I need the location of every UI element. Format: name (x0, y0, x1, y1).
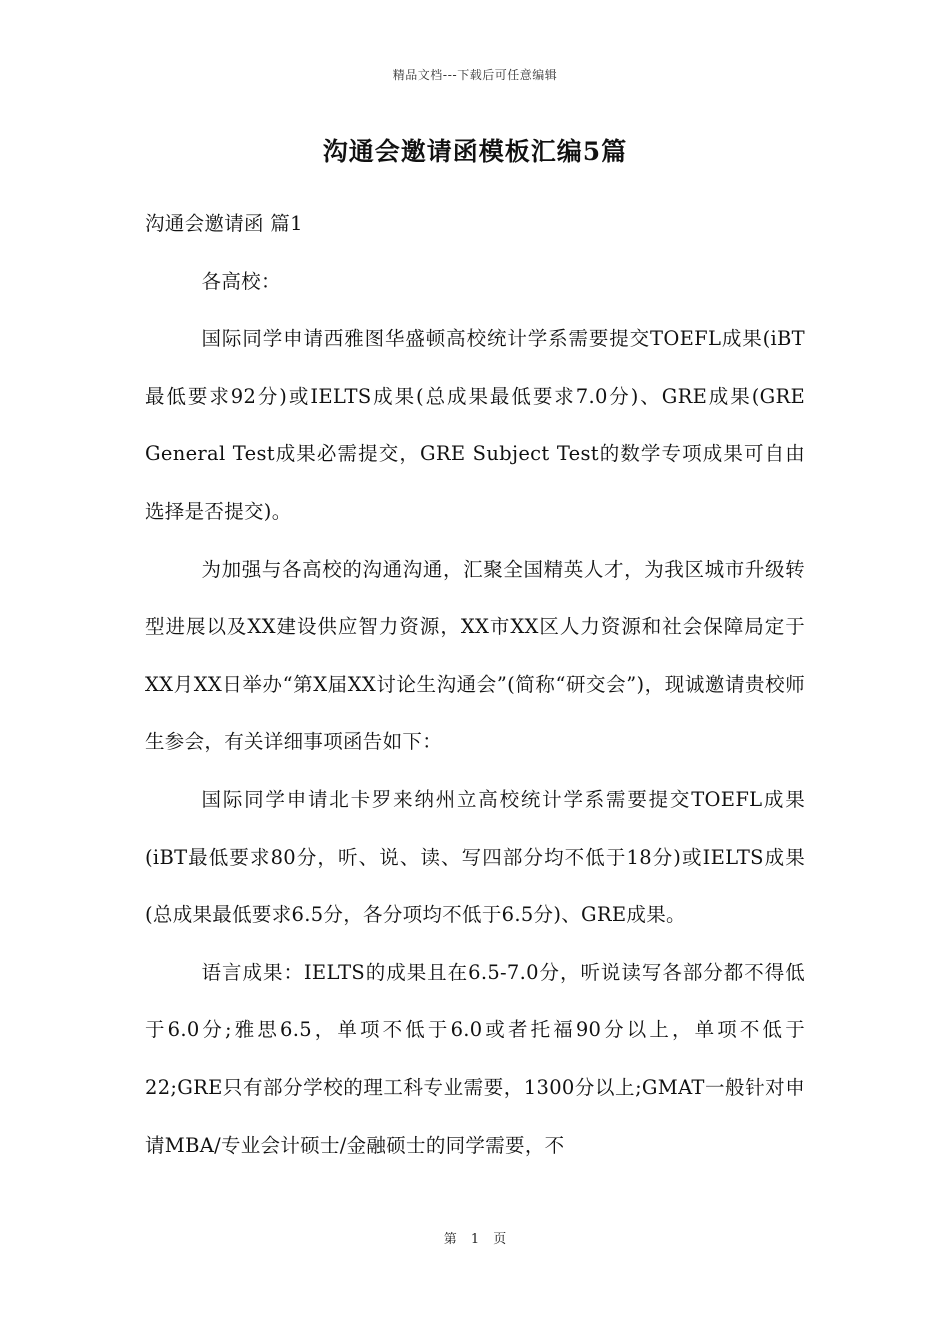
page-number-prefix: 第 (443, 1232, 457, 1247)
page-footer (0, 1228, 950, 1247)
document-title: 沟通会邀请函模板汇编5篇 (322, 137, 628, 166)
paragraph: 国际同学申请北卡罗来纳州立高校统计学系需要提交TOEFL成果(iBT最低要求80分，听、说、读、写四部分均不低于18分)或IELTS成果(总成果最低要求6.5分，各分项均不低于6.5分)、GRE成果。 (145, 787, 805, 927)
page-number: 1 (470, 1232, 480, 1247)
section-heading: 沟通会邀请函 篇1 (145, 212, 303, 235)
salutation: 各高校： (201, 269, 281, 293)
paragraph: 语言成果：IELTS的成果且在6.5-7.0分，听说读写各部分都不得低于6.0分;雅思6.5，单项不低于6.0或者托福90分以上，单项不低于22;GRE只有部分学校的理工科专业需要，1300分以上;GMAT一般针对申请MBA/专业会计硕士/金融硕士的同学需要，不 (145, 960, 805, 1157)
page-header: 精品文档---下载后可任意编辑 (392, 68, 558, 82)
paragraph: 国际同学申请西雅图华盛顿高校统计学系需要提交TOEFL成果(iBT最低要求92分)或IELTS成果(总成果最低要求7.0分)、GRE成果(GRE General Test成果必需提交，GRE Subject Test的数学专项成果可自由选择是否提交)。 (145, 327, 805, 523)
paragraph: 为加强与各高校的沟通沟通，汇聚全国精英人才，为我区城市升级转型进展以及XX建设供应智力资源，XX市XX区人力资源和社会保障局定于XX月XX日举办“第X届XX讨论生沟通会”(简称“研交会”)，现诚邀请贵校师生参会，有关详细事项函告如下： (145, 557, 805, 754)
page-number-suffix: 页 (493, 1232, 507, 1247)
document-body (145, 195, 805, 1174)
